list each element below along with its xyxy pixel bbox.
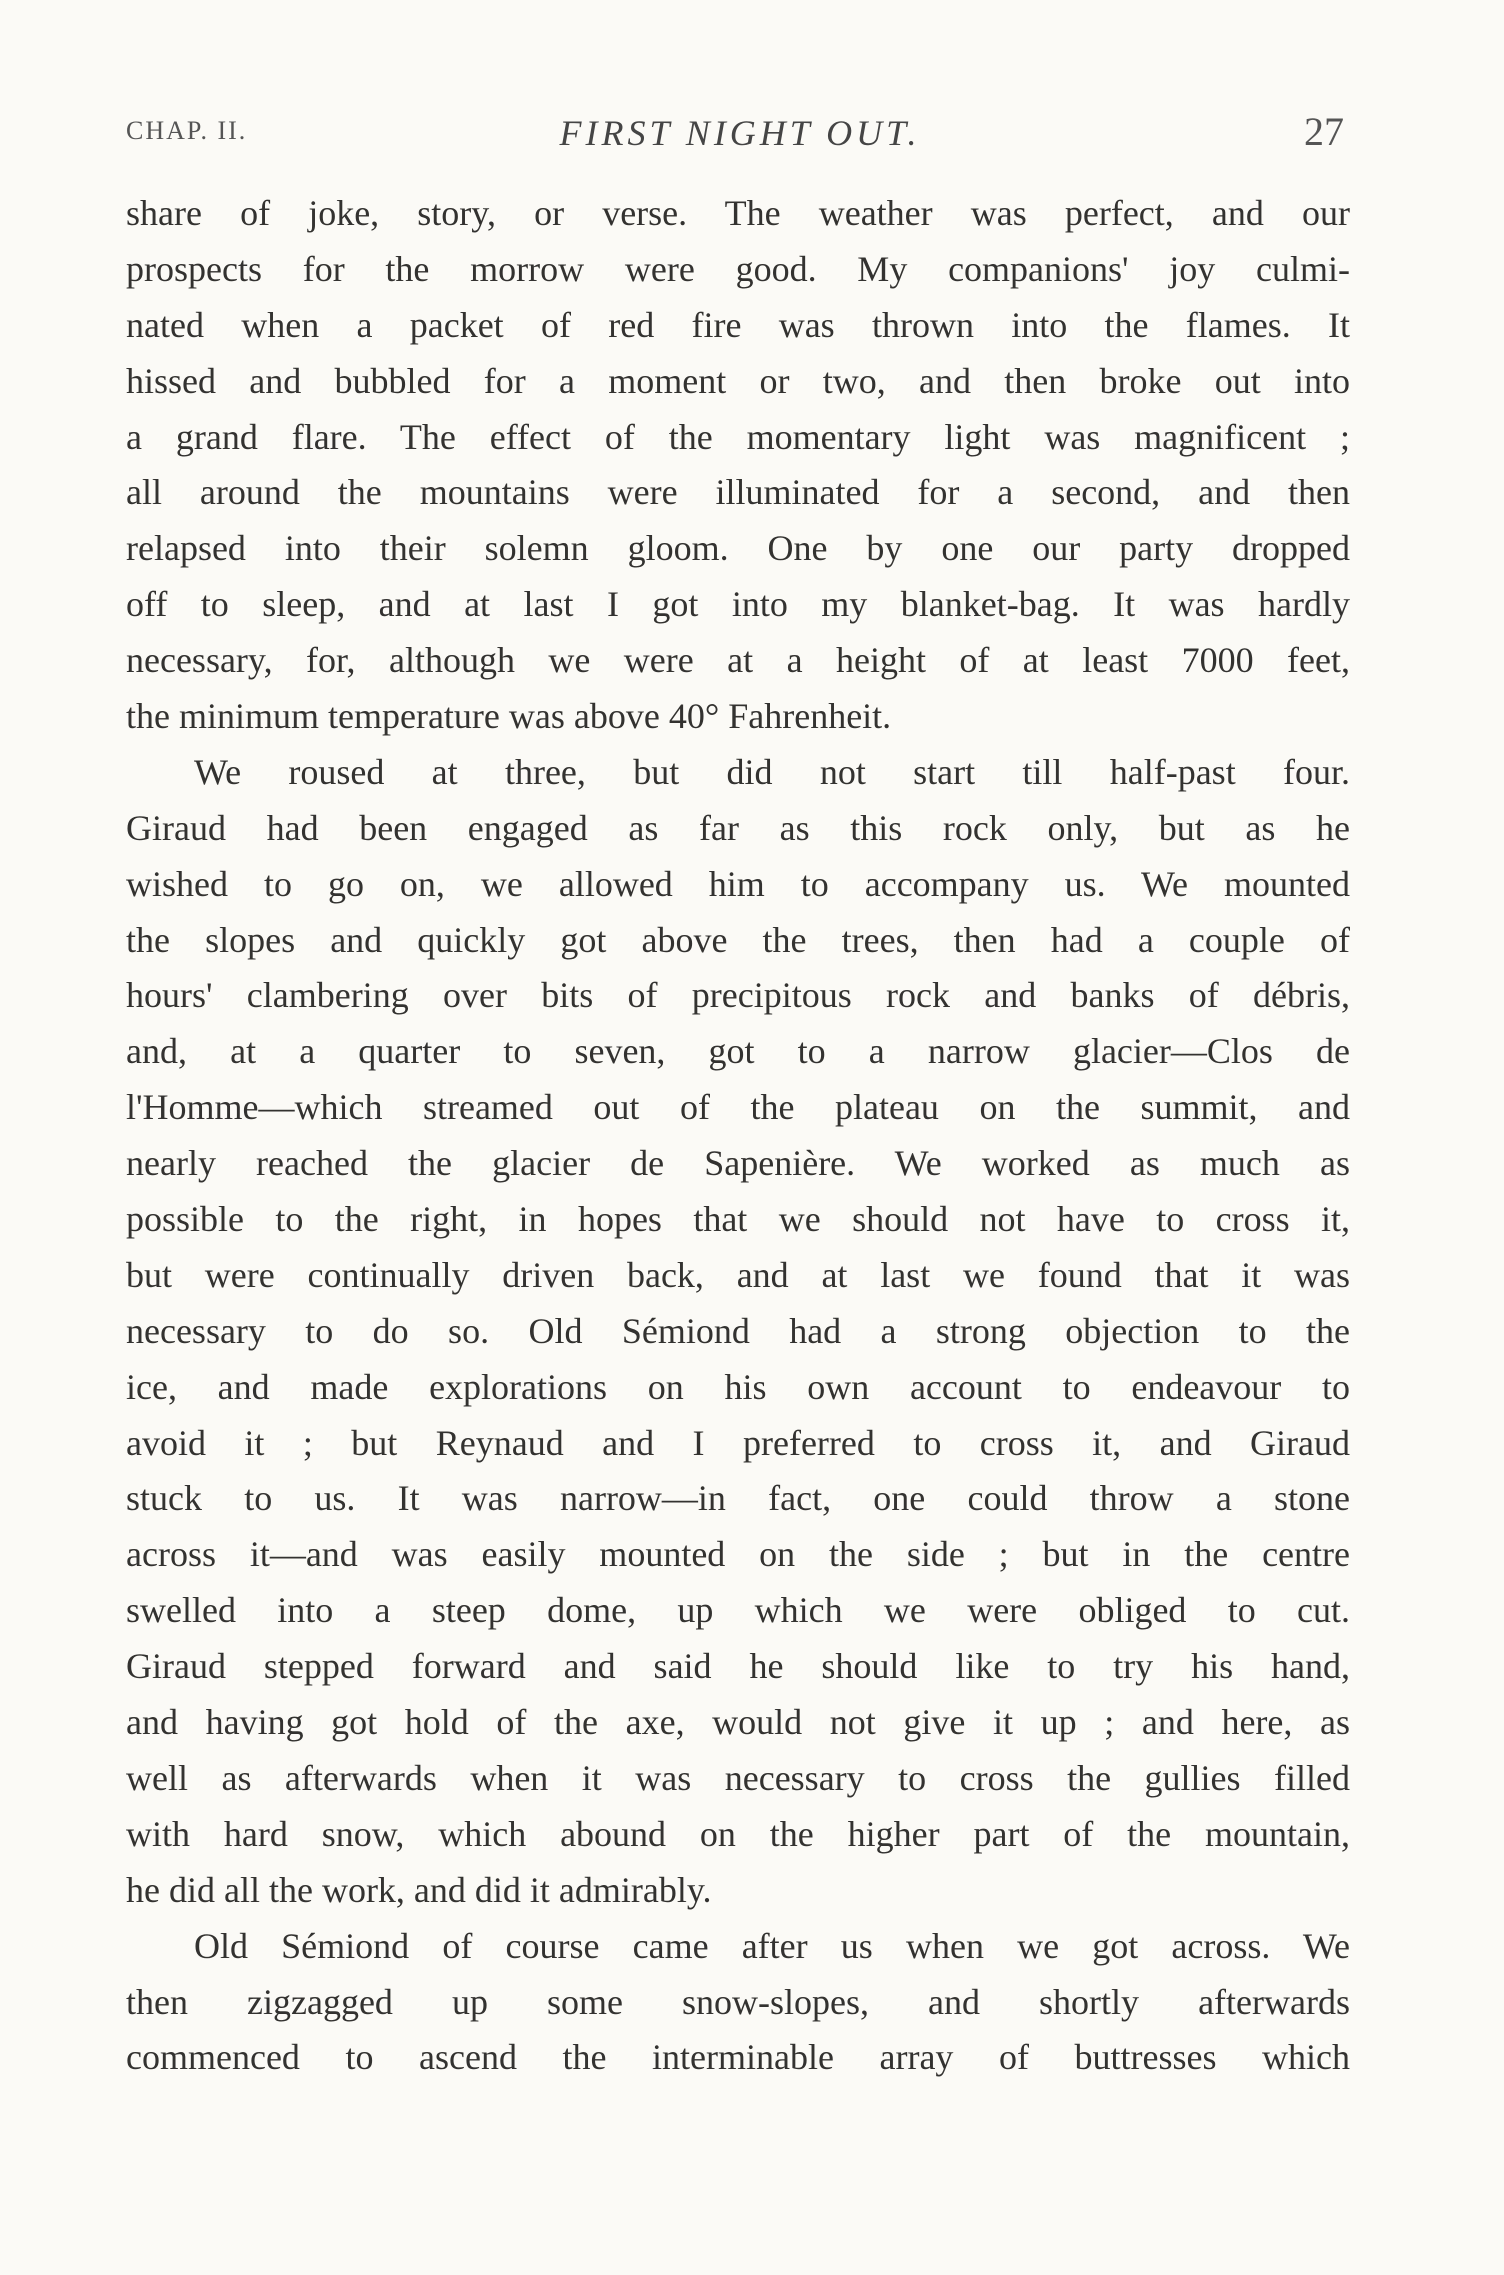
body-text bbox=[126, 186, 1350, 2086]
running-header bbox=[126, 108, 1354, 160]
text-line: nated when a packet of red fire was thrown into the flames. It bbox=[126, 304, 1350, 345]
text-line: a grand flare. The effect of the momentary light was magnificent ; bbox=[126, 416, 1350, 457]
text-line: prospects for the morrow were good. My companions' joy culmi- bbox=[126, 248, 1350, 289]
text-line: Old Sémiond of course came after us when we got across. We bbox=[194, 1925, 1350, 1966]
text-line: then zigzagged up some snow-slopes, and shortly afterwards bbox=[126, 1981, 1350, 2022]
text-line: Giraud stepped forward and said he should like to try his hand, bbox=[126, 1646, 1350, 1687]
text-line: stuck to us. It was narrow—in fact, one could throw a stone bbox=[126, 1478, 1350, 1519]
text-line: hours' clambering over bits of precipitous rock and banks of débris, bbox=[126, 975, 1350, 1016]
text-line: l'Homme—which streamed out of the plateau on the summit, and bbox=[126, 1087, 1350, 1128]
text-line: relapsed into their solemn gloom. One by one our party dropped bbox=[126, 528, 1350, 569]
text-line: off to sleep, and at last I got into my blanket-bag. It was hardly bbox=[126, 584, 1350, 625]
text-line: possible to the right, in hopes that we should not have to cross it, bbox=[126, 1199, 1350, 1240]
text-line: hissed and bubbled for a moment or two, and then broke out into bbox=[126, 360, 1350, 401]
text-line: he did all the work, and did it admirably. bbox=[126, 1869, 712, 1910]
text-line: commenced to ascend the interminable array of buttresses which bbox=[126, 2037, 1350, 2078]
text-line: across it—and was easily mounted on the side ; but in the centre bbox=[126, 1534, 1350, 1575]
text-line: ice, and made explorations on his own account to endeavour to bbox=[126, 1366, 1350, 1407]
running-title: FIRST NIGHT OUT. bbox=[559, 113, 921, 153]
text-line: but were continually driven back, and at last we found that it was bbox=[126, 1254, 1350, 1295]
text-line: the minimum temperature was above 40° Fahrenheit. bbox=[126, 696, 892, 737]
text-line: necessary, for, although we were at a height of at least 7000 feet, bbox=[126, 640, 1350, 681]
text-line: the slopes and quickly got above the trees, then had a couple of bbox=[126, 919, 1350, 960]
text-line: avoid it ; but Reynaud and I preferred to cross it, and Giraud bbox=[126, 1422, 1350, 1463]
text-line: nearly reached the glacier de Sapenière. We worked as much as bbox=[126, 1143, 1350, 1184]
text-line: and, at a quarter to seven, got to a narrow glacier—Clos de bbox=[126, 1031, 1350, 1072]
text-line: and having got hold of the axe, would not give it up ; and here, as bbox=[126, 1702, 1350, 1743]
text-line: share of joke, story, or verse. The weather was perfect, and our bbox=[126, 193, 1350, 233]
text-line: We roused at three, but did not start till half-past four. bbox=[194, 751, 1350, 792]
text-line: Giraud had been engaged as far as this rock only, but as he bbox=[126, 807, 1350, 848]
text-line: wished to go on, we allowed him to accompany us. We mounted bbox=[126, 863, 1350, 904]
text-line: all around the mountains were illuminated for a second, and then bbox=[126, 472, 1350, 513]
text-line: swelled into a steep dome, up which we were obliged to cut. bbox=[126, 1590, 1350, 1631]
text-line: well as afterwards when it was necessary to cross the gullies filled bbox=[126, 1757, 1350, 1798]
text-line: with hard snow, which abound on the higher part of the mountain, bbox=[126, 1813, 1350, 1854]
text-line: necessary to do so. Old Sémiond had a strong objection to the bbox=[126, 1310, 1350, 1351]
chapter-label: CHAP. II. bbox=[126, 116, 248, 145]
page-number: 27 bbox=[1304, 109, 1344, 154]
